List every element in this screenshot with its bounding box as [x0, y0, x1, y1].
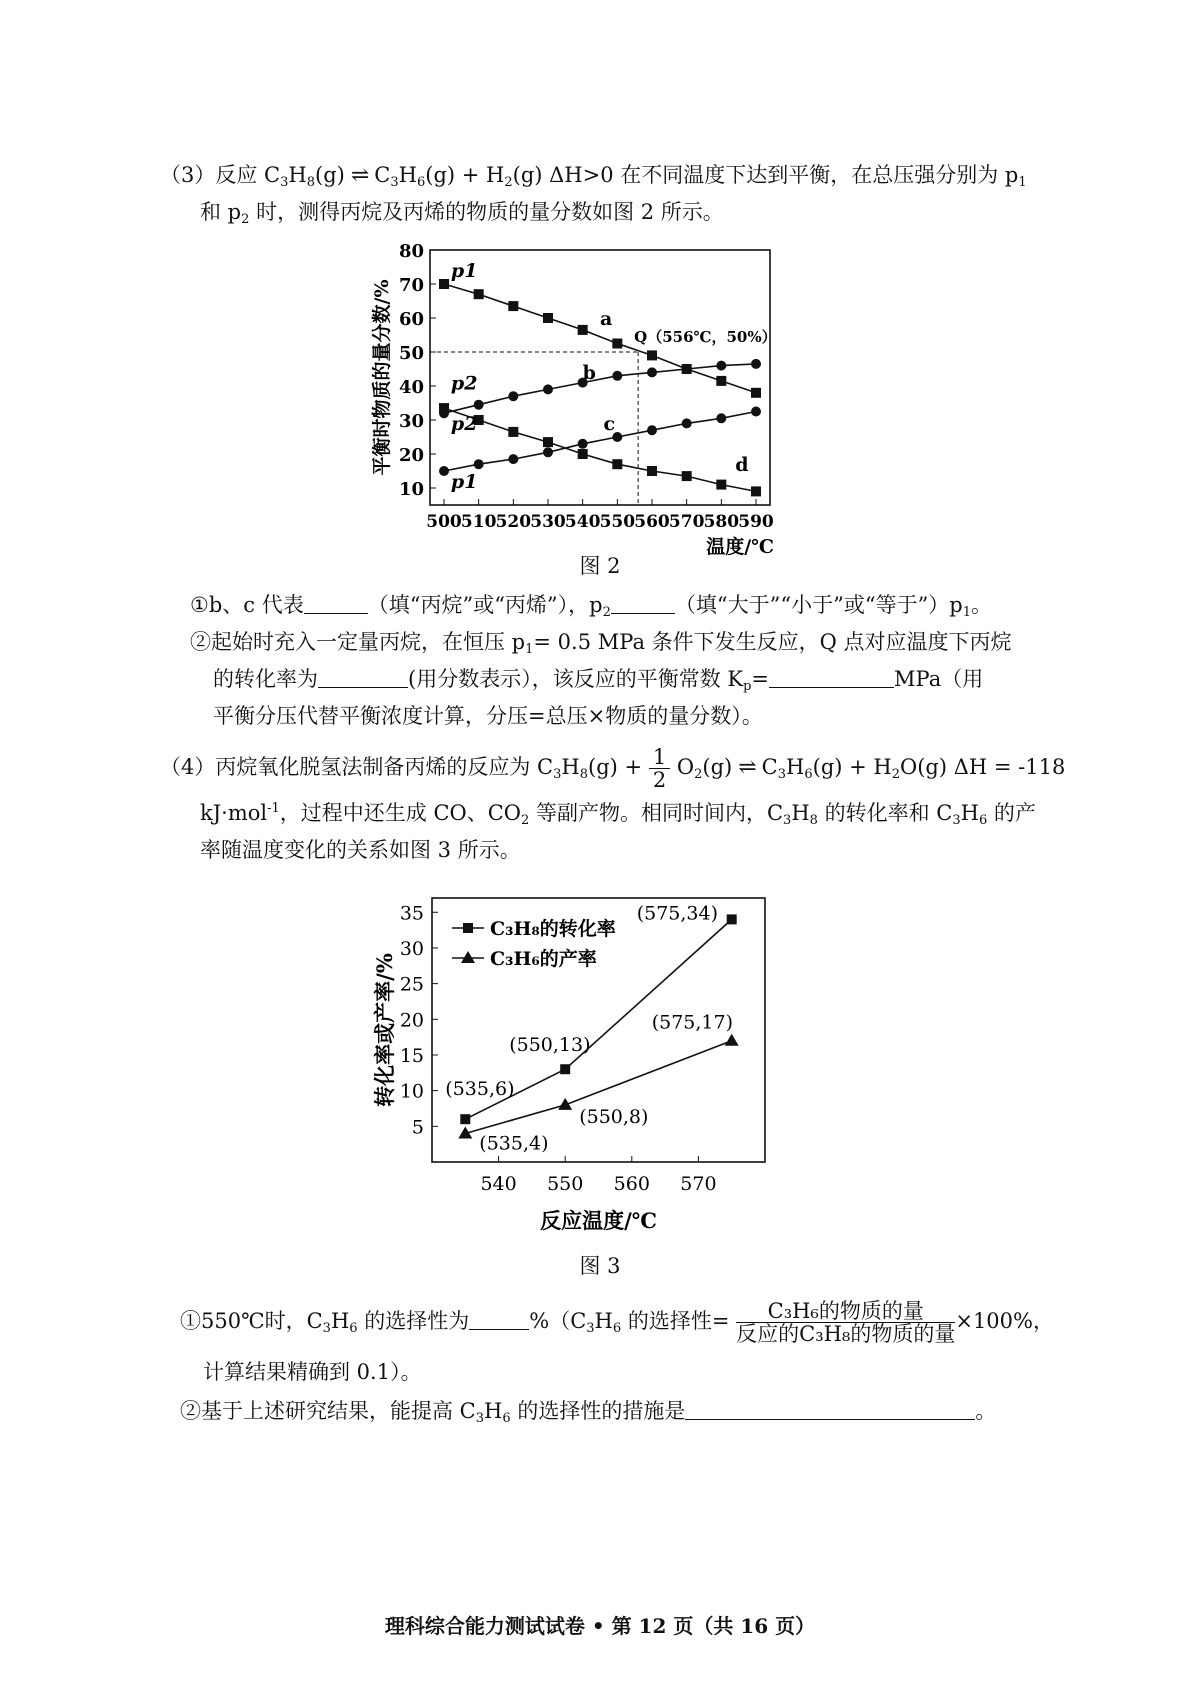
data-point-a — [578, 325, 588, 335]
legend-marker — [463, 923, 473, 933]
q4-line-1 — [160, 746, 1065, 791]
q3-sub2-line-1 — [190, 627, 1012, 657]
q3-text: 反应 C — [215, 163, 281, 187]
curve-label-d: d — [735, 454, 749, 476]
y-axis-label: 平衡时物质的量分数/% — [371, 279, 393, 476]
q4-sub: 2 — [694, 767, 703, 782]
q4-text: 率随温度变化的关系如图 3 所示。 — [200, 838, 521, 862]
q4-text: H — [786, 755, 805, 779]
data-point-b — [751, 359, 761, 369]
q4-1-text: H — [594, 1309, 613, 1333]
curve-label-c: c — [603, 413, 616, 436]
y-tick-label: 20 — [398, 445, 424, 466]
page-footer: 理科综合能力测试试卷 • 第 12 页（共 16 页） — [384, 1614, 816, 1638]
y-tick-label: 20 — [399, 1009, 424, 1032]
data-point-c — [508, 454, 518, 464]
figure-2-caption: 图 2 — [579, 554, 621, 578]
y-tick-label: 5 — [411, 1116, 424, 1139]
x-tick-label: 560 — [613, 1173, 650, 1195]
q4-text: H — [791, 801, 810, 825]
y-tick-label: 10 — [399, 1080, 424, 1103]
q3-2-sub: p — [743, 679, 752, 694]
q4-sub: 2 — [891, 767, 900, 782]
data-point-d — [751, 486, 761, 496]
q4-text: H — [561, 755, 580, 779]
x-tick-label: 540 — [564, 512, 601, 532]
curve-label-b: b — [582, 362, 596, 385]
data-point — [725, 1034, 739, 1046]
answer-blank[interactable] — [611, 591, 675, 614]
data-point-d — [543, 437, 553, 447]
legend-marker — [461, 951, 475, 963]
legend-label: C₃H₈的转化率 — [490, 918, 616, 940]
data-label: (550,13) — [509, 1034, 591, 1057]
x-tick-label: 520 — [495, 512, 532, 532]
q3-sub: 1 — [1018, 175, 1027, 190]
figure-2-chart — [0, 230, 1200, 560]
q3-sub: 3 — [280, 175, 289, 190]
series-line-b — [444, 364, 756, 413]
data-point-d — [439, 403, 449, 413]
data-label: (575,17) — [651, 1011, 734, 1034]
q4-1-sub: 6 — [349, 1321, 358, 1336]
pressure-label: p2 — [450, 372, 478, 395]
q4-sub2 — [180, 1396, 996, 1426]
q3-2-text: = 0.5 MPa 条件下发生反应，Q 点对应温度下丙烷 — [533, 630, 1012, 654]
q4-2-text: ②基于上述研究结果，能提高 C — [180, 1399, 476, 1423]
equilibrium-arrow-icon: ⇌ — [738, 755, 756, 780]
q4-2-sub: 3 — [475, 1411, 485, 1426]
data-point-a — [716, 376, 726, 386]
q3-1-text: ①b、c 代表 — [190, 593, 304, 617]
q4-text: O(g) ΔH = -118 — [900, 755, 1066, 779]
figure-3-caption: 图 3 — [579, 1254, 621, 1278]
x-tick-label: 500 — [426, 512, 462, 532]
q3-sub: 2 — [241, 212, 250, 227]
pressure-label: p1 — [450, 471, 478, 493]
data-point-d — [682, 471, 692, 481]
data-label: (575,34) — [636, 902, 719, 925]
q4-text: ，过程中还生成 CO、CO — [279, 801, 522, 825]
q4-sub: 6 — [978, 813, 988, 828]
x-tick-label: 530 — [530, 512, 566, 532]
q4-2-text: H — [484, 1399, 503, 1423]
q4-number: （4） — [160, 755, 216, 779]
answer-blank[interactable] — [469, 1307, 529, 1330]
q4-2-sub: 6 — [502, 1411, 511, 1426]
q3-2-text: 的转化率为 — [213, 667, 318, 691]
q4-text: C — [761, 755, 778, 779]
q3-1-sub: 2 — [602, 605, 611, 620]
q4-text: (g) + — [588, 755, 643, 779]
q4-1-sub: 3 — [322, 1321, 331, 1336]
q4-sub: 8 — [809, 813, 818, 828]
data-point — [460, 1114, 470, 1124]
q3-text: 和 p — [200, 200, 242, 224]
q3-sub: 3 — [390, 175, 399, 190]
q3-1-sub: 1 — [962, 605, 972, 620]
legend-label: C₃H₆的产率 — [490, 948, 597, 970]
answer-blank[interactable] — [304, 591, 368, 614]
q4-sub: 3 — [952, 813, 961, 828]
answer-blank[interactable] — [318, 665, 408, 688]
q4-text: (g) — [702, 755, 733, 779]
q3-1-text: （填“大于”“小于”或“等于”）p — [674, 593, 963, 617]
data-point-d — [716, 480, 726, 490]
q3-2-text: 平衡分压代替平衡浓度计算，分压=总压×物质的量分数）。 — [213, 704, 763, 728]
pressure-label: p2 — [450, 413, 478, 436]
q3-2-text: = — [751, 667, 769, 691]
x-tick-label: 510 — [460, 512, 497, 532]
data-point-c — [751, 407, 761, 417]
q4-sub: 6 — [804, 767, 813, 782]
q4-text: 丙烷氧化脱氢法制备丙烯的反应为 C — [215, 755, 554, 779]
q4-sub: 3 — [553, 767, 562, 782]
series-line-c — [444, 412, 756, 472]
data-point-b — [647, 367, 657, 377]
data-point-a — [647, 350, 657, 360]
q4-1-text: H — [330, 1309, 350, 1333]
q3-sub: 8 — [306, 175, 316, 190]
data-point-a — [543, 313, 553, 323]
q3-2-text: ②起始时充入一定量丙烷，在恒压 p — [190, 630, 526, 654]
data-point-c — [578, 439, 588, 449]
q3-number: （3） — [160, 163, 216, 187]
data-point-c — [682, 418, 692, 428]
q4-text: 等副产物。相同时间内，C — [529, 801, 784, 825]
q4-1-text: 的选择性为 — [357, 1309, 470, 1333]
q4-text: (g) + H — [812, 755, 892, 779]
q4-text: 的转化率和 C — [817, 801, 953, 825]
data-point-c — [543, 447, 553, 457]
q4-1-sub: 6 — [612, 1321, 622, 1336]
data-point-c — [439, 466, 449, 476]
y-tick-label: 30 — [398, 411, 424, 432]
q4-1-text: ×100%， — [955, 1309, 1054, 1333]
data-point-b — [543, 384, 553, 394]
q4-sub1-line-1 — [180, 1300, 1054, 1345]
x-tick-label: 570 — [680, 1173, 717, 1195]
q4-sub: 3 — [783, 813, 792, 828]
x-tick-label: 580 — [703, 512, 740, 532]
y-tick-label: 35 — [399, 902, 424, 925]
q3-text: (g) ΔH>0 在不同温度下达到平衡，在总压强分别为 p — [512, 163, 1019, 187]
data-point-b — [474, 400, 484, 410]
x-tick-label: 550 — [547, 1173, 584, 1195]
one-half-fraction — [649, 746, 670, 791]
y-tick-label: 15 — [399, 1044, 424, 1067]
q3-1-text: （填“丙烷”或“丙烯”），p — [367, 593, 603, 617]
curve-label-a: a — [600, 307, 613, 330]
q4-sup: -1 — [267, 801, 280, 816]
q3-text: C — [374, 163, 391, 187]
q3-sub: 6 — [416, 175, 426, 190]
q-point-label: Q（556℃，50%） — [634, 328, 777, 346]
x-axis-label: 反应温度/℃ — [540, 1208, 657, 1233]
q3-text: (g) — [315, 163, 345, 187]
x-tick-label: 560 — [634, 512, 670, 532]
q3-line-2 — [200, 197, 724, 227]
answer-blank[interactable] — [685, 1397, 975, 1420]
q3-text: H — [398, 163, 417, 187]
y-tick-label: 10 — [398, 479, 424, 500]
q4-1-text: %（C — [529, 1309, 587, 1333]
fraction-denominator: 2 — [652, 768, 667, 792]
data-point-d — [647, 466, 657, 476]
y-tick-label: 60 — [398, 309, 424, 330]
q4-line-3 — [200, 835, 521, 865]
y-tick-label: 70 — [398, 275, 424, 296]
data-point-a — [612, 339, 622, 349]
data-point-d — [578, 449, 588, 459]
data-point — [727, 914, 737, 924]
equilibrium-arrow-icon: ⇌ — [350, 163, 369, 188]
y-tick-label: 40 — [398, 377, 424, 398]
data-point-a — [751, 388, 761, 398]
q4-2-text: 的选择性的措施是 — [510, 1399, 686, 1423]
data-point-c — [647, 425, 657, 435]
answer-blank[interactable] — [769, 665, 894, 688]
data-point-c — [474, 459, 484, 469]
fraction-denominator: 反应的C₃H₈的物质的量 — [736, 1322, 956, 1346]
q4-line-2 — [200, 798, 1036, 828]
data-point-b — [682, 364, 692, 374]
y-tick-label: 25 — [399, 973, 424, 996]
q3-1-text: 。 — [971, 593, 993, 617]
y-axis-label: 转化率或产率/% — [372, 953, 397, 1107]
selectivity-fraction — [736, 1300, 955, 1345]
q3-sub2-line-3 — [213, 701, 763, 731]
q3-sub: 2 — [504, 175, 513, 190]
fraction-numerator: 1 — [649, 746, 670, 769]
q4-text: 的产 — [987, 801, 1036, 825]
data-point-b — [508, 391, 518, 401]
y-tick-label: 30 — [399, 937, 424, 960]
data-point — [558, 1098, 572, 1110]
q4-1-text: 的选择性= — [621, 1309, 730, 1333]
data-point-a — [474, 289, 484, 299]
data-point-d — [508, 427, 518, 437]
q3-line-1 — [160, 160, 1027, 191]
data-point-a — [439, 279, 449, 289]
fraction-numerator: C₃H₆的物质的量 — [736, 1300, 955, 1323]
data-label: (535,6) — [445, 1078, 515, 1101]
data-point — [560, 1064, 570, 1074]
q4-2-text: 。 — [975, 1399, 997, 1423]
q4-sub: 3 — [777, 767, 787, 782]
x-tick-label: 570 — [668, 512, 705, 532]
q4-sub: 8 — [579, 767, 589, 782]
pressure-label: p1 — [450, 260, 478, 283]
q3-sub2-line-2 — [213, 664, 983, 694]
data-label: (550,8) — [579, 1105, 649, 1128]
q4-1-text: 计算结果精确到 0.1）。 — [203, 1360, 422, 1384]
q4-1-text: ①550℃时，C — [180, 1309, 323, 1333]
data-label: (535,4) — [479, 1132, 549, 1155]
q4-text: kJ·mol — [200, 801, 268, 825]
q3-2-text: (用分数表示），该反应的平衡常数 K — [408, 667, 744, 691]
q4-sub: 2 — [521, 813, 530, 828]
q3-text: (g) + H — [425, 163, 505, 187]
q4-text: H — [960, 801, 979, 825]
y-tick-label: 80 — [398, 241, 424, 262]
q3-2-sub: 1 — [525, 642, 534, 657]
q3-text: 时，测得丙烷及丙烯的物质的量分数如图 2 所示。 — [249, 200, 724, 224]
q4-text: O — [676, 755, 695, 779]
x-tick-label: 540 — [480, 1173, 517, 1195]
q4-sub1-line-2 — [203, 1357, 422, 1387]
data-point-c — [716, 413, 726, 423]
figure-3-chart — [0, 880, 1200, 1240]
y-tick-label: 50 — [398, 343, 424, 364]
x-axis-label: 温度/℃ — [706, 536, 774, 558]
data-point-a — [508, 301, 518, 311]
q3-sub1 — [190, 590, 992, 620]
data-point-b — [716, 361, 726, 371]
q3-text: H — [288, 163, 307, 187]
q4-1-sub: 3 — [586, 1321, 595, 1336]
data-point-b — [612, 371, 622, 381]
x-tick-label: 550 — [599, 512, 636, 532]
x-tick-label: 590 — [738, 512, 774, 532]
data-point-d — [612, 459, 622, 469]
q3-2-text: MPa（用 — [894, 667, 984, 691]
